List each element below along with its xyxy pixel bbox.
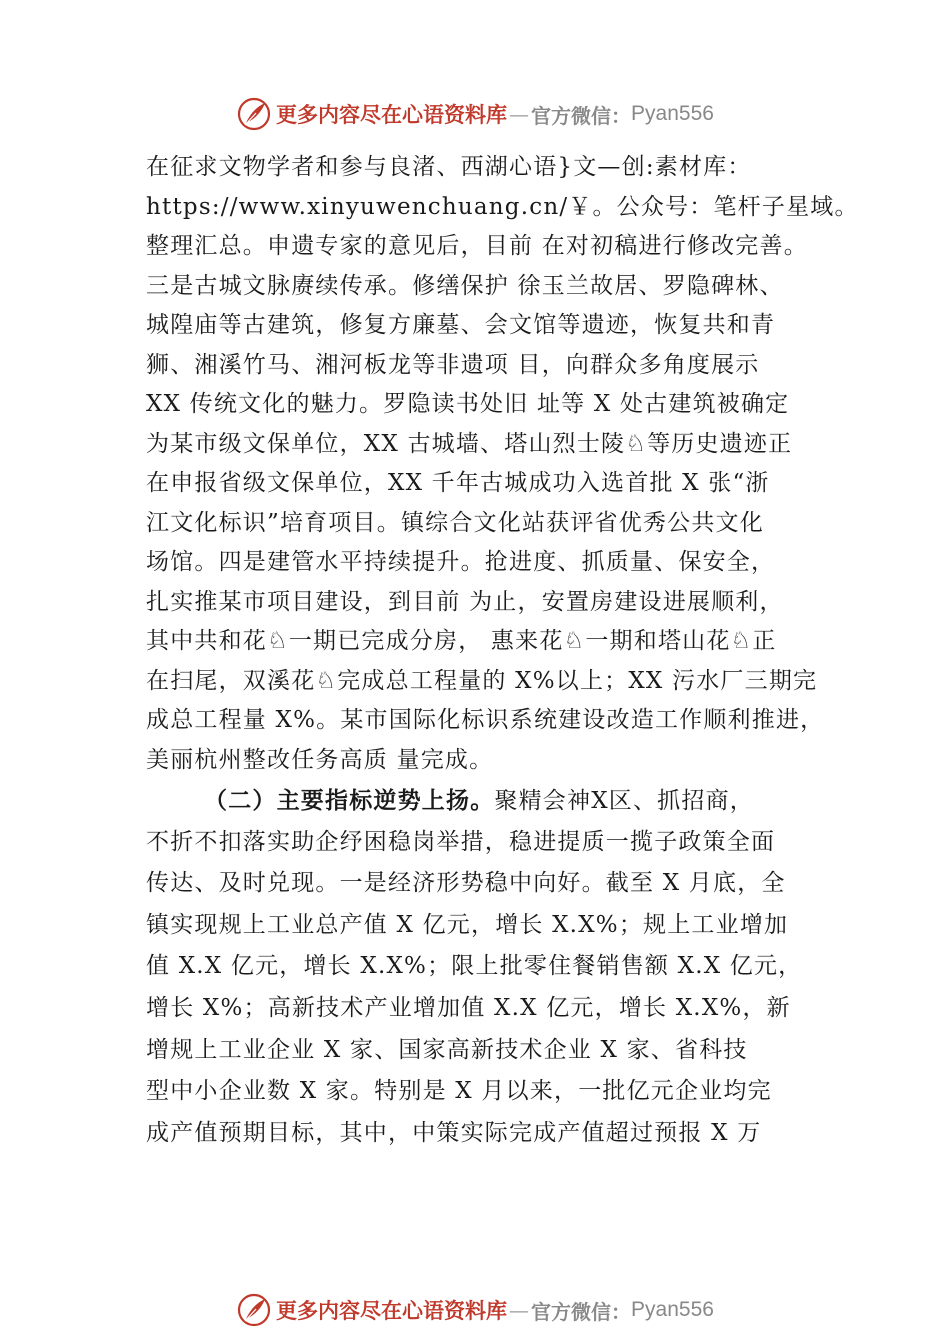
section-heading-line <box>146 780 846 822</box>
footer-watermark <box>0 1290 950 1330</box>
text-line: 扎实推某市项目建设，到目前 为止，安置房建设进展顺利， <box>146 588 784 615</box>
feather-pen-logo-icon <box>236 1292 272 1328</box>
watermark-dash: — <box>509 1298 530 1322</box>
text-line: 整理汇总。申遗专家的意见后，目前 在对初稿进行修改完善。 <box>146 233 808 259</box>
watermark-dash: — <box>509 102 530 126</box>
text-line: 其中共和花♘一期已完成分房， 惠来花♘一期和塔山花♘正 <box>146 628 777 654</box>
watermark-title: 更多内容尽在心语资料库 <box>276 102 508 127</box>
text-line: 狮、湘溪竹马、湘河板龙等非遗项 目，向群众多角度展示 <box>146 351 760 378</box>
text-line: 成总工程量 X%。某市国际化标识系统建设改造工作顺利推进， <box>146 707 825 733</box>
text-line: 值 X.X 亿元，增长 X.X%；限上批零住餐销售额 X.X 亿元， <box>146 953 803 980</box>
text-line: 不折不扣落实助企纾困稳岗举措，稳进提质一揽子政策全面 <box>146 828 776 855</box>
watermark-wechat-id: Pyan556 <box>631 102 714 125</box>
body-paragraph-2 <box>146 780 846 1154</box>
text-line: 城隍庙等古建筑，修复方廉墓、会文馆等遗迹，恢复共和青 <box>146 312 776 338</box>
text-line: 三是古城文脉赓续传承。修缮保护 徐玉兰故居、罗隐碑林、 <box>146 272 784 299</box>
text-line: 场馆。四是建管水平持续提升。抢进度、抓质量、保安全， <box>146 549 776 575</box>
watermark-wechat-label: 官方微信： <box>531 103 632 128</box>
watermark-wechat-label: 官方微信： <box>531 1299 632 1324</box>
section-heading-rest: 聚精会神X区、抓招商， <box>494 788 754 814</box>
text-line: 传达、及时兑现。一是经济形势稳中向好。截至 X 月底，全 <box>146 870 786 897</box>
text-line: 在征求文物学者和参与良渚、西湖心语}文—创:素材库： <box>146 154 752 180</box>
section-heading: （二）主要指标逆势上扬。 <box>204 787 495 814</box>
text-line: 成产值预期目标，其中，中策实际完成产值超过预报 X 万 <box>146 1119 762 1146</box>
text-line: 增长 X%；高新技术产业增加值 X.X 亿元，增长 X.X%，新 <box>146 994 791 1021</box>
body-paragraph-1 <box>146 148 859 780</box>
text-line: 增规上工业企业 X 家、国家高新技术企业 X 家、省科技 <box>146 1036 748 1063</box>
watermark-title: 更多内容尽在心语资料库 <box>276 1298 508 1323</box>
text-line: 在扫尾，双溪花♘完成总工程量的 X%以上；XX 污水厂三期完 <box>146 667 818 694</box>
text-line: 在申报省级文保单位，XX 千年古城成功入选首批 X 张“浙 <box>146 470 770 496</box>
text-line: 型中小企业数 X 家。特别是 X 月以来，一批亿元企业均完 <box>146 1078 772 1105</box>
text-line: 江文化标识”培育项目。镇综合文化站获评省优秀公共文化 <box>146 509 764 536</box>
text-line: XX 传统文化的魅力。罗隐读书处旧 址等 X 处古建筑被确定 <box>146 391 790 417</box>
header-watermark <box>0 94 950 134</box>
text-line: 镇实现规上工业总产值 X 亿元，增长 X.X%；规上工业增加 <box>146 911 789 938</box>
text-line: 美丽杭州整改任务高质 量完成。 <box>146 746 494 773</box>
feather-pen-logo-icon <box>236 96 272 132</box>
watermark-wechat-id: Pyan556 <box>631 1298 714 1321</box>
text-line: 为某市级文保单位，XX 古城墙、塔山烈士陵♘等历史遗迹正 <box>146 430 793 457</box>
text-line: https://www.xinyuwenchuang.cn/￥。公众号：笔杆子星域。 <box>146 193 859 220</box>
